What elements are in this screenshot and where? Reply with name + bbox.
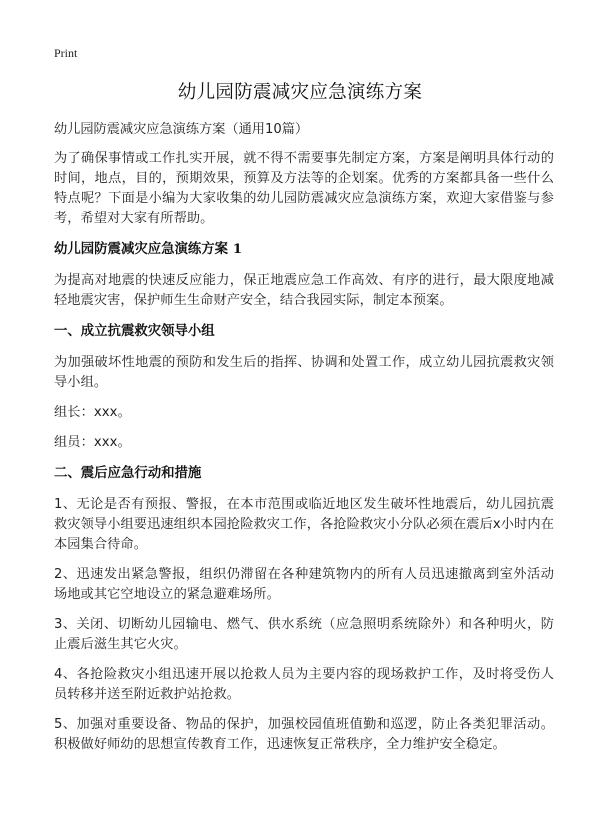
list-item: 1、无论是否有预报、警报，在本市范围或临近地区发生破坏性地震后，幼儿园抗震救灾领导小组要迅速组织本园抢险救灾工作，各抢险救灾小分队必须在震后x小时内在本园集合待命。 xyxy=(54,497,554,552)
part1-paragraph: 为加强破坏性地震的预防和发生后的指挥、协调和处置工作，成立幼儿园抗震救灾领导小组。 xyxy=(54,355,554,390)
document-subtitle: 幼儿园防震减灾应急演练方案（通用10篇） xyxy=(54,122,309,137)
part1-heading: 一、成立抗震救灾领导小组 xyxy=(54,323,215,339)
document-body xyxy=(54,120,554,765)
list-item: 5、加强对重要设备、物品的保护，加强校园值班值勤和巡逻，防止各类犯罪活动。积极做好师幼的思想宣传教育工作，迅速恢复正常秩序，全力维护安全稳定。 xyxy=(54,717,554,752)
part2-heading: 二、震后应急行动和措施 xyxy=(54,465,202,481)
leader-line: 组长：xxx。 xyxy=(54,405,131,420)
section-heading: 幼儿园防震减灾应急演练方案 1 xyxy=(54,241,243,257)
page-title: 幼儿园防震减灾应急演练方案 xyxy=(177,82,423,103)
print-link[interactable]: Print xyxy=(54,46,78,60)
list-item: 2、迅速发出紧急警报，组织仍滞留在各种建筑物内的所有人员迅速撤离到室外活动场地或其它空地设立的紧急避难场所。 xyxy=(54,567,554,602)
members-line: 组员：xxx。 xyxy=(54,435,131,450)
list-item: 4、各抢险救灾小组迅速开展以抢救人员为主要内容的现场救护工作，及时将受伤人员转移并送至附近救护站抢救。 xyxy=(54,667,554,702)
section-intro-paragraph: 为提高对地震的快速反应能力，保正地震应急工作高效、有序的进行，最大限度地减轻地震灾害，保护师生生命财产安全，结合我园实际，制定本预案。 xyxy=(54,273,554,308)
list-item: 3、关闭、切断幼儿园输电、燃气、供水系统（应急照明系统除外）和各种明火，防止震后滋生其它火灾。 xyxy=(54,617,554,652)
intro-paragraph: 为了确保事情或工作扎实开展，就不得不需要事先制定方案，方案是阐明具体行动的时间，地点，目的，预期效果，预算及方法等的企划案。优秀的方案都具备一些什么特点呢？下面是小编为大家收集的幼儿园防震减灾应急演练方案，欢迎大家借鉴与参考，希望对大家有所帮助。 xyxy=(54,151,554,226)
